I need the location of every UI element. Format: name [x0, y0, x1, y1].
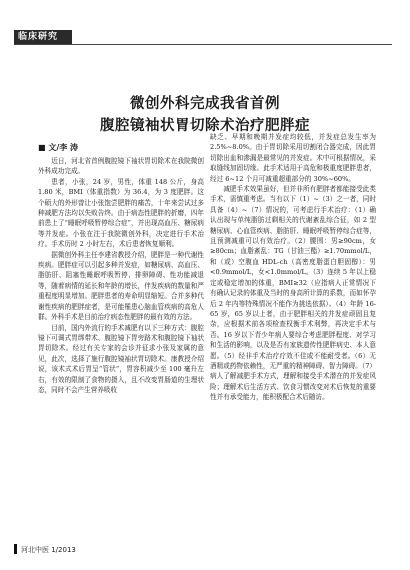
footer-marker	[14, 544, 17, 554]
paragraph: 患者，小张，24 岁，男性，体重 148 公斤，身高 1.80 米，BMI（体重指数）为 36.4，为 3 度肥胖。这个硕大的外形曾让小张饱尝肥胖的痛苦，十年来尝试过多种减肥方法均以失败告终。由于病态性肥胖的折磨，四年前患上了“睡眠呼吸暂停综合症”，并出现高血压、糖尿病等并发症。小张在注于我院微创外科，决定进行手术治疗。手术历时 2 小时左右，术后患者恢复顺利。	[38, 177, 204, 249]
paragraph: 减肥手术效果虽好，但并非所有肥胖者都能接受此类手术，需慎重考虑。当有以下（1）~（3）之一者，同时具备（4）~（7）情况的，可考虑行手术治疗：（1）确认出现与单纯脂肪过剩相关的代谢紊乱综合征，如 2 型糖尿病、心血管疾病、脂肪肝、睡眠呼吸暂停综合症等，且预测减重可以有效治疗。（2）腰围：男≥90cm，女≥80cm；血脂紊乱：TG（甘油三酯）≥1.70mmol/L，和（或）空腹血 HDL-ch（高密度脂蛋白胆固醇）：男<0.9mmol/L，女<1.0mmol/L。（3）连续 5 年以上稳定或稳定增加的体重，BMI≥32（应指病人正常情况下有确认记录的体重及当时的身高所计算的系数，而如怀孕后 2 年内等特殊情况不能作为挑选依据）。（4）年龄 16-65 岁，65 岁以上者，由于肥胖相关的并发症顽固且复杂，应根据术前各项检查权衡手术利弊，再决定手术与否。16 岁以下青少年病人要综合考虑肥胖程度、对学习和生活的影响，以及是否有家族遗传性肥胖病史、本人意愿。（5）经非手术治疗疗效不佳或不能耐受者。（6）无酒精或药物依赖性，无严重的精神障碍、智力障碍。（7）病人了解减肥手术方式，理解和接受手术潜在的并发症风险；理解术后生活方式、饮食习惯改变对术后恢复的重要性并有承受能力，能积极配合术后随访。	[210, 185, 376, 402]
article-title-line-1: 微创外科完成我省首例	[130, 96, 280, 112]
left-column	[38, 156, 204, 395]
paragraph: 缺乏、早期和晚期并发症均较低，并发症总发生率为 2.5%~8.0%。由于胃切除采用切割闭合器完成，因此胃切除出血和渗漏是最常见的并发症。术中可根据情况，采取缝线加固切缘。此手术适用于高危和极重度肥胖患者，经过 6~12 个月可减重超重部分的 30%~60%。	[210, 133, 376, 183]
article-title-line-2: 腹腔镜袖状胃切除术治疗肥胖症	[100, 118, 310, 134]
article-author: ■ 文/李 涛	[38, 143, 79, 152]
header-rule	[14, 44, 392, 45]
page-footer	[14, 544, 76, 555]
paragraph: 近日，河北省首例腹腔镜下袖状胃切除术在我院微创外科成功完成。	[38, 157, 204, 176]
section-tag: 临床研究	[14, 30, 72, 44]
right-column	[210, 132, 376, 403]
footer-journal: 河北中医 1/2013	[21, 546, 76, 554]
paragraph: 目前，国内外流行的手术减肥有以下三种方式：腹腔镜下可调式胃绑带术、腹腔镜下胃旁路术和腹腔镜下袖状胃切除术。经过有关专家的会诊并征求小张及家属的意见，此次，选择了施行腹腔镜袖状胃切除术。康教授介绍说，该术式术后胃呈“管状”，胃容积减少至 100 毫升左右，有效的限制了食物的摄入，且不改变胃肠道的生理状态，同时不会产生营养吸收	[38, 323, 204, 394]
paragraph: 据微创外科主任李建省教授介绍，肥胖是一种代谢性疾病。肥胖症可以引起多种并发症，如糖尿病、高血压、脂肪肝、阻塞性睡眠呼吸暂停、排卵障碍、性功能减退等，随着病情的延长和年龄的增长，伴发疾病的数量和严重程度明显增加。肥胖患者的寿命明显缩短。合并多种代谢性疾病的肥胖症者，是可能罹患心脑血管疾病的高危人群。外科手术是目前治疗病态性肥胖的最有效的方法。	[38, 250, 204, 322]
